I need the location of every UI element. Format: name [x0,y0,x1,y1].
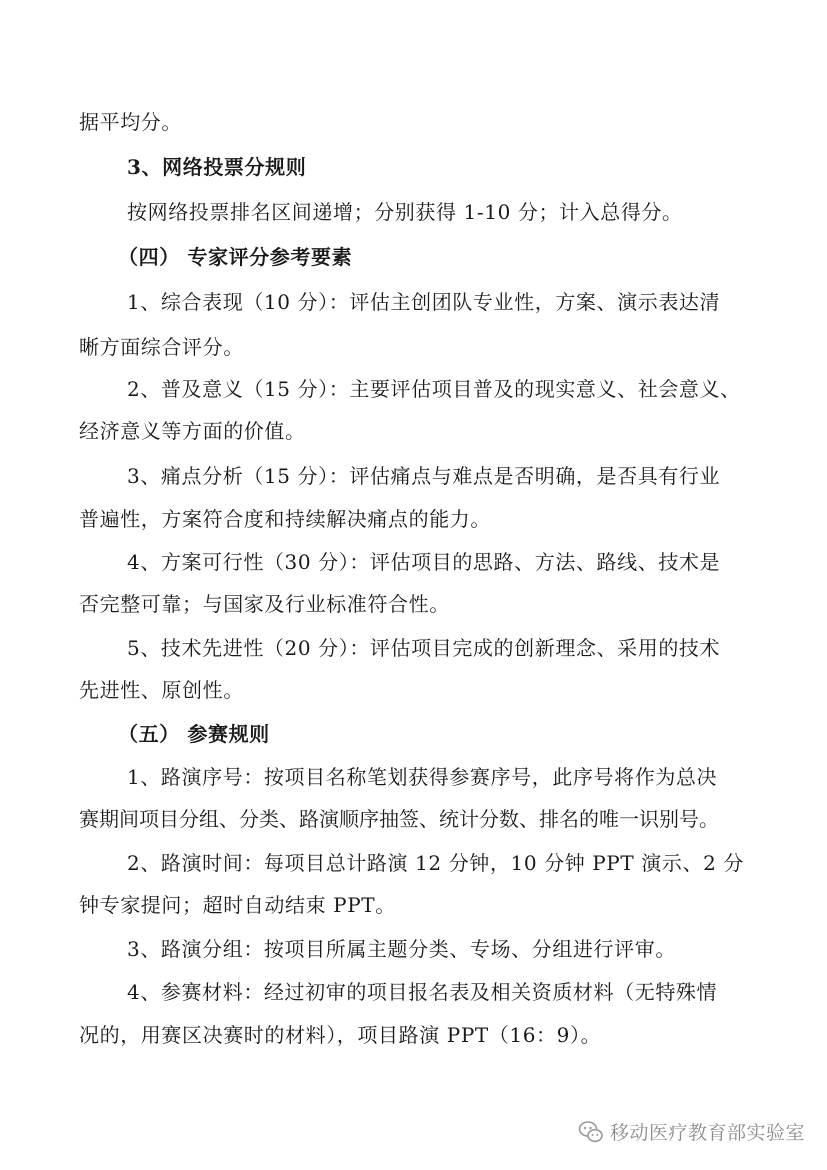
paragraph-line: 赛期间项目分组、分类、路演顺序抽签、统计分数、排名的唯一识别号。 [79,807,719,831]
paragraph-line: 5、技术先进性（20 分）：评估项目完成的创新理念、采用的技术 [127,636,721,660]
wechat-icon [578,1119,604,1145]
paragraph-line: 况的，用赛区决赛时的材料），项目路演 PPT（16：9）。 [79,1023,602,1047]
paragraph-line: 1、路演序号：按项目名称笔划获得参赛序号，此序号将作为总决 [127,765,718,789]
watermark [578,1118,805,1145]
paragraph-line: 否完整可靠；与国家及行业标准符合性。 [79,592,450,616]
paragraph-line: 普遍性，方案符合度和持续解决痛点的能力。 [79,507,491,531]
paragraph-line: 1、综合表现（10 分）：评估主创团队专业性，方案、演示表达清 [127,290,721,314]
section-heading: 3、网络投票分规则 [127,155,307,179]
watermark-text: 移动医疗教育部实验室 [609,1122,805,1144]
paragraph-line: 4、方案可行性（30 分）：评估项目的思路、方法、路线、技术是 [127,550,721,574]
paragraph-line: 3、痛点分析（15 分）：评估痛点与难点是否明确，是否具有行业 [127,464,721,488]
paragraph-line: 经济意义等方面的价值。 [79,419,306,443]
paragraph-line: 晰方面综合评分。 [79,335,244,359]
paragraph-line: 钟专家提问；超时自动结束 PPT。 [79,893,396,917]
paragraph-line: 按网络投票排名区间递增；分别获得 1-10 分；计入总得分。 [127,200,683,224]
paragraph-line: 据平均分。 [79,110,182,134]
section-heading: （四） 专家评分参考要素 [118,245,353,269]
paragraph-line: 3、路演分组：按项目所属主题分类、专场、分组进行评审。 [127,937,676,961]
paragraph-line: 2、普及意义（15 分）：主要评估项目普及的现实意义、社会意义、 [127,377,741,401]
paragraph-line: 先进性、原创性。 [79,678,244,702]
section-heading: （五） 参赛规则 [118,722,270,746]
paragraph-line: 4、参赛材料：经过初审的项目报名表及相关资质材料（无特殊情 [127,980,718,1004]
paragraph-line: 2、路演时间：每项目总计路演 12 分钟，10 分钟 PPT 演示、2 分 [127,851,744,875]
